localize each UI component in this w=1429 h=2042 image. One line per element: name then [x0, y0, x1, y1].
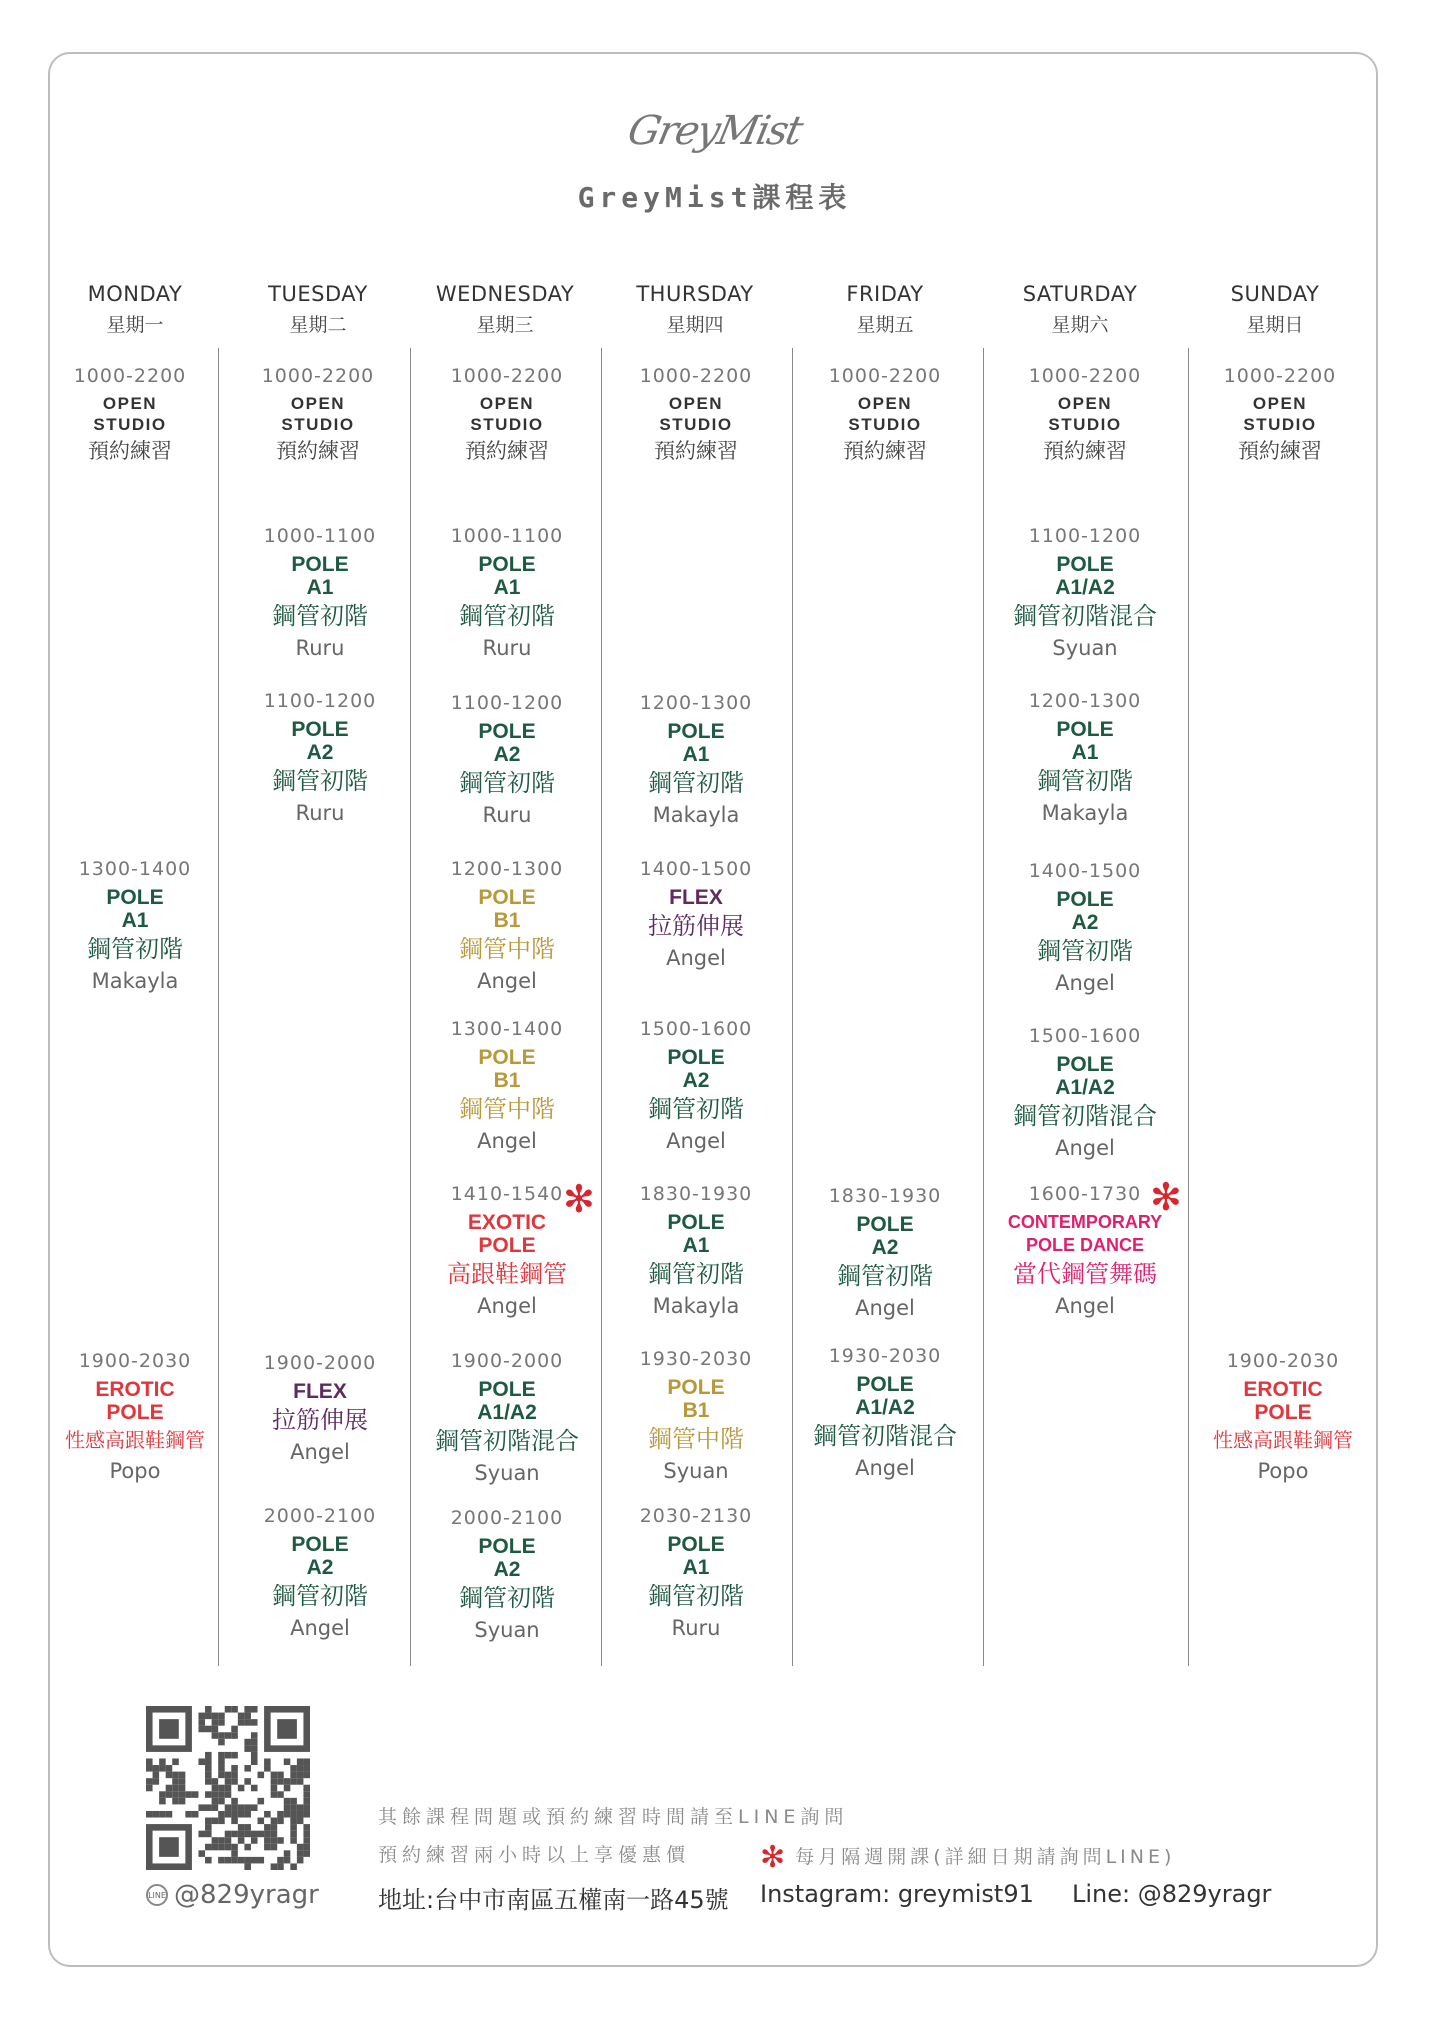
- open-studio-thursday: 1000-2200 OPEN STUDIO 預約練習: [639, 365, 753, 463]
- class-level: A1: [682, 743, 710, 766]
- class-block-wed: [412, 1350, 602, 1488]
- class-name: FLEX: [669, 886, 723, 909]
- note-biweekly-text: 每月隔週開課(詳細日期請詢問LINE): [795, 1846, 1176, 1868]
- class-teacher: Makayla: [652, 1294, 740, 1318]
- class-teacher: Syuan: [474, 1618, 540, 1642]
- class-level: A2: [871, 1236, 899, 1259]
- class-name: POLE: [478, 1535, 536, 1558]
- class-level: A1: [121, 909, 149, 932]
- line-link[interactable]: Line: @829yragr: [1072, 1880, 1272, 1908]
- class-block-fri: [790, 1345, 980, 1483]
- class-teacher: Ruru: [482, 803, 532, 827]
- line-app-icon: LINE: [146, 1884, 168, 1906]
- class-name-zh: 鋼管中階: [459, 935, 555, 963]
- class-time: 1930-2030: [639, 1348, 753, 1370]
- class-teacher: Angel: [477, 969, 537, 993]
- open-studio-saturday: 1000-2200 OPEN STUDIO 預約練習: [1028, 365, 1142, 463]
- class-block-wed: [412, 1018, 602, 1156]
- class-block-sat: [990, 1025, 1180, 1163]
- class-time: 1410-1540: [450, 1183, 564, 1205]
- class-name: POLE: [106, 886, 164, 909]
- class-level: POLE DANCE: [1025, 1235, 1144, 1255]
- class-name: CONTEMPORARY: [1007, 1212, 1163, 1232]
- class-teacher: Makayla: [652, 803, 740, 827]
- class-time: 1900-2000: [450, 1350, 564, 1372]
- biweekly-star-icon: ✻: [760, 1840, 786, 1875]
- class-teacher: Makayla: [91, 969, 179, 993]
- class-level: A2: [306, 741, 334, 764]
- day-header-sunday: SUNDAY 星期日: [1230, 282, 1320, 336]
- class-block-wed: [412, 692, 602, 830]
- class-time: 1400-1500: [1028, 860, 1142, 882]
- class-time: 2000-2100: [450, 1507, 564, 1529]
- class-name: POLE: [291, 718, 349, 741]
- class-teacher: Angel: [1055, 1136, 1115, 1160]
- class-block-fri: [790, 1185, 980, 1323]
- class-time: 1300-1400: [450, 1018, 564, 1040]
- class-name-zh: 鋼管初階: [272, 767, 368, 795]
- class-name-zh: 鋼管初階: [87, 935, 183, 963]
- class-name-zh: 鋼管初階: [459, 602, 555, 630]
- class-time: 1900-2000: [263, 1352, 377, 1374]
- class-teacher: Popo: [1257, 1459, 1309, 1483]
- class-teacher: Syuan: [474, 1461, 540, 1485]
- class-block-tue: [225, 525, 415, 663]
- class-level: A1/A2: [1055, 1076, 1115, 1099]
- class-block-sun: [1188, 1350, 1378, 1486]
- class-time: 1200-1300: [450, 858, 564, 880]
- class-name: POLE: [667, 1376, 725, 1399]
- class-name-zh: 鋼管初階: [1037, 767, 1133, 795]
- class-name-zh: 鋼管初階: [648, 1260, 744, 1288]
- class-name: POLE: [1056, 888, 1114, 911]
- class-level: A2: [682, 1069, 710, 1092]
- class-name: POLE: [667, 720, 725, 743]
- class-name-zh: 鋼管初階混合: [435, 1427, 579, 1455]
- class-teacher: Syuan: [1052, 636, 1118, 660]
- class-name: POLE: [478, 553, 536, 576]
- class-level: A1/A2: [1055, 576, 1115, 599]
- class-name-zh: 鋼管初階混合: [1013, 1102, 1157, 1130]
- class-teacher: Angel: [290, 1440, 350, 1464]
- class-level: A1: [493, 576, 521, 599]
- open-studio-friday: 1000-2200 OPEN STUDIO 預約練習: [828, 365, 942, 463]
- class-time: 1200-1300: [1028, 690, 1142, 712]
- day-header-thursday: THURSDAY 星期四: [636, 282, 754, 336]
- class-level: A2: [1071, 911, 1099, 934]
- class-name-zh: 鋼管初階混合: [813, 1422, 957, 1450]
- class-block-thu: [601, 692, 791, 830]
- open-studio-wednesday: 1000-2200 OPEN STUDIO 預約練習: [450, 365, 564, 463]
- class-name: POLE: [856, 1213, 914, 1236]
- class-time: 1100-1200: [1028, 525, 1142, 547]
- class-time: 1100-1200: [263, 690, 377, 712]
- class-name: POLE: [478, 1378, 536, 1401]
- class-name-zh: 鋼管初階: [272, 602, 368, 630]
- class-name-zh: 鋼管初階: [459, 1584, 555, 1612]
- class-name-zh: 拉筋伸展: [648, 912, 744, 940]
- class-time: 1900-2030: [1226, 1350, 1340, 1372]
- class-name: POLE: [667, 1046, 725, 1069]
- class-block-sat: [990, 690, 1180, 828]
- class-name: POLE: [1056, 553, 1114, 576]
- day-header-friday: FRIDAY 星期五: [846, 282, 924, 336]
- class-name: POLE: [291, 1533, 349, 1556]
- class-name: POLE: [291, 553, 349, 576]
- class-block-thu: [601, 1018, 791, 1156]
- note-discount: 預約練習兩小時以上享優惠價: [378, 1844, 691, 1866]
- class-time: 1830-1930: [828, 1185, 942, 1207]
- class-level: A1: [682, 1234, 710, 1257]
- class-level: A1: [1071, 741, 1099, 764]
- class-name-zh: 高跟鞋鋼管: [447, 1260, 567, 1288]
- line-id-text: @829yragr: [174, 1880, 319, 1910]
- class-teacher: Syuan: [663, 1459, 729, 1483]
- class-name-zh: 鋼管初階: [648, 1582, 744, 1610]
- class-level: POLE: [106, 1401, 164, 1424]
- class-name: POLE: [478, 720, 536, 743]
- class-name-zh: 鋼管初階: [648, 1095, 744, 1123]
- class-teacher: Angel: [855, 1456, 915, 1480]
- open-studio-tuesday: 1000-2200 OPEN STUDIO 預約練習: [261, 365, 375, 463]
- class-teacher: Popo: [109, 1459, 161, 1483]
- class-time: 1830-1930: [639, 1183, 753, 1205]
- class-name: FLEX: [293, 1380, 347, 1403]
- line-qr-code-icon[interactable]: [146, 1706, 310, 1870]
- class-level: POLE: [1254, 1401, 1312, 1424]
- class-teacher: Ruru: [295, 801, 345, 825]
- day-header-saturday: SATURDAY 星期六: [1022, 282, 1138, 336]
- class-name-zh: 鋼管初階: [837, 1262, 933, 1290]
- class-teacher: Ruru: [671, 1616, 721, 1640]
- class-name-zh: 鋼管中階: [648, 1425, 744, 1453]
- class-level: A2: [493, 743, 521, 766]
- class-name-zh: 鋼管中階: [459, 1095, 555, 1123]
- class-teacher: Angel: [477, 1129, 537, 1153]
- class-level: A2: [493, 1558, 521, 1581]
- day-header-wednesday: WEDNESDAY 星期三: [435, 282, 575, 336]
- class-block-sat: [990, 860, 1180, 998]
- class-time: 1000-1100: [450, 525, 564, 547]
- class-time: 1500-1600: [1028, 1025, 1142, 1047]
- open-studio-monday: 1000-2200 OPEN STUDIO 預約練習: [73, 365, 187, 463]
- class-time: 1000-1100: [263, 525, 377, 547]
- class-name: POLE: [856, 1373, 914, 1396]
- class-name-zh: 鋼管初階: [1037, 937, 1133, 965]
- class-level: B1: [493, 909, 521, 932]
- column-divider: [983, 348, 984, 1666]
- class-level: A1: [306, 576, 334, 599]
- class-block-sat: [990, 525, 1180, 663]
- class-name-zh: 鋼管初階: [272, 1582, 368, 1610]
- class-name: POLE: [1056, 718, 1114, 741]
- class-block-mon: [40, 858, 230, 996]
- class-level: B1: [493, 1069, 521, 1092]
- class-teacher: Ruru: [295, 636, 345, 660]
- class-time: 1930-2030: [828, 1345, 942, 1367]
- schedule-frame: [48, 52, 1378, 1967]
- class-block-tue: [225, 690, 415, 828]
- class-block-thu: [601, 1183, 791, 1321]
- class-time: 1100-1200: [450, 692, 564, 714]
- class-block-thu: [601, 1348, 791, 1486]
- class-name-zh: 鋼管初階: [459, 769, 555, 797]
- class-level: A1/A2: [855, 1396, 915, 1419]
- class-block-wed: [412, 525, 602, 663]
- class-block-thu: [601, 1505, 791, 1643]
- class-name-zh: 鋼管初階混合: [1013, 602, 1157, 630]
- class-name-zh: 拉筋伸展: [272, 1406, 368, 1434]
- class-name-zh: 當代鋼管舞碼: [1013, 1260, 1157, 1288]
- instagram-link[interactable]: Instagram: greymist91: [760, 1880, 1034, 1908]
- note-inquiry: 其餘課程問題或預約練習時間請至LINE詢問: [378, 1806, 849, 1828]
- class-teacher: Ruru: [482, 636, 532, 660]
- class-name: EXOTIC: [467, 1211, 547, 1234]
- class-teacher: Angel: [855, 1296, 915, 1320]
- class-teacher: Angel: [1055, 1294, 1115, 1318]
- class-block-wed: [412, 1507, 602, 1645]
- class-time: 2000-2100: [263, 1505, 377, 1527]
- class-teacher: Angel: [666, 1129, 726, 1153]
- class-name: EROTIC: [95, 1378, 175, 1401]
- page-title: GreyMist課程表: [577, 181, 852, 214]
- class-name: POLE: [667, 1533, 725, 1556]
- class-teacher: Makayla: [1041, 801, 1129, 825]
- note-biweekly: [760, 1840, 1175, 1875]
- class-level: A1/A2: [477, 1401, 537, 1424]
- class-name: POLE: [478, 1046, 536, 1069]
- address: 地址:台中市南區五權南一路45號: [378, 1886, 729, 1914]
- class-time: 1900-2030: [78, 1350, 192, 1372]
- class-time: 1400-1500: [639, 858, 753, 880]
- class-block-wed: [412, 858, 602, 996]
- class-name: POLE: [1056, 1053, 1114, 1076]
- biweekly-star-icon: ✻: [1150, 1175, 1182, 1219]
- class-name: EROTIC: [1243, 1378, 1323, 1401]
- class-block-mon: [40, 1350, 230, 1486]
- class-teacher: Angel: [290, 1616, 350, 1640]
- class-name-zh: 性感高跟鞋鋼管: [1213, 1428, 1353, 1452]
- class-time: 1600-1730: [1028, 1183, 1142, 1205]
- class-level: A1: [682, 1556, 710, 1579]
- class-block-tue: [225, 1352, 415, 1467]
- class-time: 1500-1600: [639, 1018, 753, 1040]
- class-level: A2: [306, 1556, 334, 1579]
- class-name: POLE: [478, 886, 536, 909]
- class-block-tue: [225, 1505, 415, 1643]
- biweekly-star-icon: ✻: [563, 1177, 595, 1221]
- open-studio-sunday: 1000-2200 OPEN STUDIO 預約練習: [1223, 365, 1337, 463]
- day-header-tuesday: TUESDAY 星期二: [268, 282, 368, 336]
- class-teacher: Angel: [477, 1294, 537, 1318]
- class-time: 2030-2130: [639, 1505, 753, 1527]
- class-block-thu: [601, 858, 791, 973]
- class-teacher: Angel: [1055, 971, 1115, 995]
- class-time: 1200-1300: [639, 692, 753, 714]
- class-teacher: Angel: [666, 946, 726, 970]
- class-level: POLE: [478, 1234, 536, 1257]
- class-name-zh: 性感高跟鞋鋼管: [65, 1428, 205, 1452]
- class-name-zh: 鋼管初階: [648, 769, 744, 797]
- class-time: 1300-1400: [78, 858, 192, 880]
- line-id-label: [146, 1880, 319, 1910]
- greymist-logo: GreyMist: [623, 108, 806, 154]
- class-name: POLE: [667, 1211, 725, 1234]
- class-level: B1: [682, 1399, 710, 1422]
- day-header-monday: MONDAY 星期一: [87, 282, 183, 336]
